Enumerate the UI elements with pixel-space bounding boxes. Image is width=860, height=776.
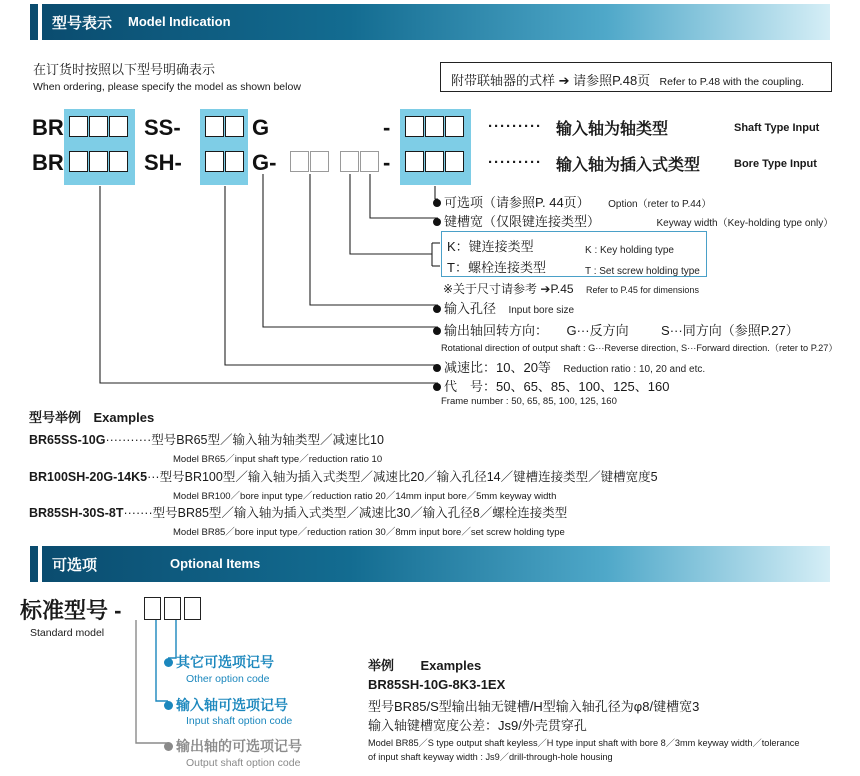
other-option-en: Other option code xyxy=(186,673,270,685)
opt-example-code: BR85SH-10G-8K3-1EX xyxy=(368,677,506,692)
bullet-icon xyxy=(164,658,173,667)
section-title-jp: 型号表示 xyxy=(52,15,113,32)
output-shaft-option-item: 输出轴的可选项记号 xyxy=(164,736,302,756)
row1-shaft-type: SS- xyxy=(144,115,181,140)
row2-rotation-g: G- xyxy=(252,150,277,175)
intro-en: When ordering, please specify the model as shown below xyxy=(33,81,301,93)
opt-example-jp2: 输入轴键槽宽度公差：Js9/外壳贯穿孔 xyxy=(368,718,587,733)
bullet-icon xyxy=(164,701,173,710)
bullet-icon xyxy=(433,364,441,372)
bullet-icon xyxy=(433,199,441,207)
section2-title-jp: 可选项 xyxy=(52,557,98,574)
bore-label: 输入孔径 Input bore size xyxy=(433,298,574,318)
coupling-note-jp: 附带联轴器的式样 ➔ 请参照P.48页 xyxy=(451,73,651,88)
row2-desc-jp: 输入轴为插入式类型 xyxy=(556,157,701,174)
keyway-label: 键槽宽（仅限键连接类型） Keyway width（Key-holding type only） xyxy=(433,211,833,231)
standard-model-subtitle: Standard model xyxy=(30,627,105,639)
frame-en: Frame number : 50, 65, 85, 100, 125, 160 xyxy=(441,396,617,407)
t-type-en: T : Set screw holding type xyxy=(585,266,700,277)
example-item-en: Model BR65／input shaft type／reduction ratio 10 xyxy=(173,454,383,465)
frame-label: 代 号：50、65、85、100、125、160 xyxy=(433,376,669,396)
opt-example-jp1: 型号BR85/S型输出轴无键槽/H型输入轴孔径为φ8/键槽宽3 xyxy=(368,699,700,714)
example-item-en: Model BR85／bore input type／reduction ration 30／8mm input bore／set screw holding type xyxy=(173,527,565,538)
input-shaft-option-en: Input shaft option code xyxy=(186,715,293,727)
row2-desc-en: Bore Type Input xyxy=(734,158,817,170)
ratio-label: 减速比：10、20等 Reduction ratio : 10, 20 and etc. xyxy=(433,357,705,377)
coupling-note-en: Refer to P.48 with the coupling. xyxy=(659,76,805,88)
row1-dash: - xyxy=(383,115,391,140)
example-item: BR65SS-10G···········型号BR65型／输入轴为轴类型／减速比10 xyxy=(29,433,384,447)
row1-leader-dots: ········· xyxy=(488,118,542,135)
opt-example-en2: of input shaft keyway width : Js9／drill-through-hole housing xyxy=(368,752,613,762)
dimension-note: ※关于尺寸请参考 ➔P.45 Refer to P.45 for dimensions xyxy=(443,282,699,296)
opt-example-en1: Model BR85／S type output shaft keyless／H type input shaft with bore 8／3mm keyway width／tolerance xyxy=(368,738,800,748)
row1-desc-jp: 输入轴为轴类型 xyxy=(556,121,669,138)
output-shaft-option-en: Output shaft option code xyxy=(186,757,301,769)
row2-leader-dots: ········· xyxy=(488,154,542,171)
rotation-label: 输出轴回转方向： G···反方向 S···同方向（参照P.27） xyxy=(433,320,799,340)
bullet-icon xyxy=(433,218,441,226)
bullet-icon xyxy=(433,383,441,391)
example-item: BR100SH-20G-14K5···型号BR100型／输入轴为插入式类型／减速比20／输入孔径14／键槽连接类型／键槽宽度5 xyxy=(29,470,658,484)
intro-jp: 在订货时按照以下型号明确表示 xyxy=(33,62,216,77)
row1-rotation-g: G xyxy=(252,115,270,140)
standard-model-title: 标准型号 - xyxy=(20,598,122,623)
examples-heading: 型号举例 Examples xyxy=(29,410,155,425)
example-item-en: Model BR100／bore input type／reduction ratio 20／14mm input bore／5mm keyway width xyxy=(173,491,557,502)
row2-shaft-type: SH- xyxy=(144,150,182,175)
k-type-label: K：键连接类型 xyxy=(447,239,534,254)
row2-dash: - xyxy=(383,150,391,175)
section-header-optional-items xyxy=(30,546,830,582)
opt-example-heading: 举例 Examples xyxy=(368,658,482,673)
option-label: 可选项（请参照P. 44页） Option（reter to P.44） xyxy=(433,192,711,212)
other-option-item: 其它可选项记号 xyxy=(164,652,274,672)
bullet-icon xyxy=(433,305,441,313)
example-item: BR85SH-30S-8T·······型号BR85型／输入轴为插入式类型／减速比30／输入孔径8／螺栓连接类型 xyxy=(29,506,568,520)
row1-desc-en: Shaft Type Input xyxy=(734,122,820,134)
section-title-en: Model Indication xyxy=(128,14,231,29)
bullet-icon xyxy=(164,742,173,751)
bullet-icon xyxy=(433,327,441,335)
rotation-en: Rotational direction of output shaft : G···Reverse direction, S···Forward direction.（reter to P.27） xyxy=(441,343,838,353)
row1-prefix: BR xyxy=(32,115,64,140)
row2-prefix: BR xyxy=(32,150,64,175)
header-accent-bar xyxy=(38,546,42,582)
optional-connector-lines xyxy=(0,600,200,750)
section2-title-en: Optional Items xyxy=(170,556,261,571)
input-shaft-option-item: 输入轴可选项记号 xyxy=(164,695,288,715)
t-type-label: T：螺栓连接类型 xyxy=(447,260,546,275)
k-type-en: K : Key holding type xyxy=(585,245,674,256)
